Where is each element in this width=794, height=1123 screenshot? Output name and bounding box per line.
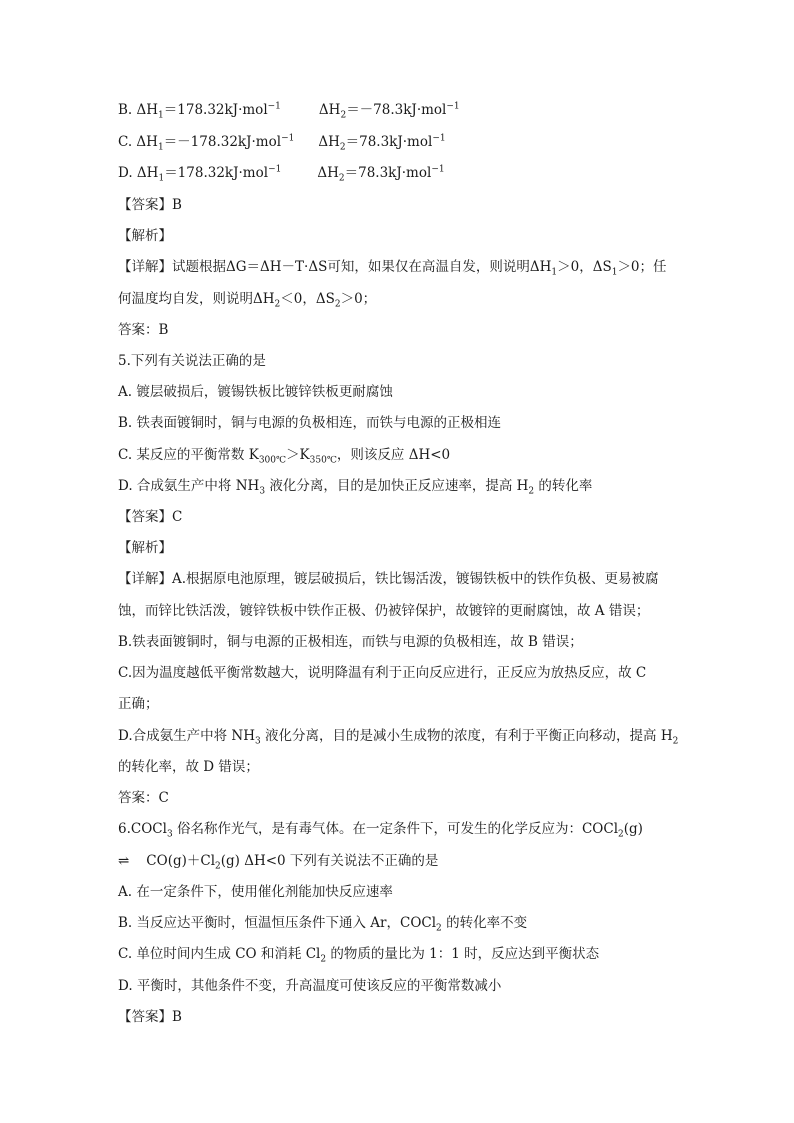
text: C. ΔH (118, 134, 158, 150)
sub: 3 (166, 829, 173, 840)
text: 何温度均自发，则说明ΔH (118, 291, 275, 307)
text: 的转化率不变 (441, 915, 528, 931)
sub: 2 (672, 736, 679, 747)
text: 的物质的量比为 1：1 时，反应达到平衡状态 (326, 946, 600, 962)
text: 6.COCl (118, 821, 167, 837)
sup: −1 (268, 164, 282, 175)
text: B. 当反应达平衡时，恒温恒压条件下通入 Ar，COCl (118, 915, 437, 931)
q4-answer: 【答案】B (118, 197, 182, 213)
q5-detail-line-2: 蚀，而锌比铁活泼，镀锌铁板中铁作正极、仍被锌保护，故镀锌的更耐腐蚀，故 A 错误； (118, 603, 650, 619)
equilibrium-arrow-icon: ⇌ (118, 853, 130, 869)
q5-detail-line-1: 【详解】A.根据原电池原理，镀层破损后，铁比锡活泼，镀锡铁板中的铁作负极、更易被腐 (118, 571, 659, 587)
q4-detail-line-1 (118, 257, 667, 277)
text: (g) (623, 821, 643, 837)
q6-answer: 【答案】B (118, 1009, 182, 1025)
text: ＝78.3kJ·mol (345, 134, 433, 150)
q5-detail-line-3: B.铁表面镀铜时，铜与电源的正极相连，而铁与电源的负极相连，故 B 错误； (118, 634, 583, 650)
sub: 1 (611, 267, 618, 278)
sub: 2 (339, 142, 346, 153)
sup: −1 (281, 133, 295, 144)
sub: 2 (436, 923, 442, 934)
text: ，则该反应 ΔH<0 (336, 447, 451, 463)
q4-analysis-label: 【解析】 (118, 228, 172, 244)
text: ＝178.32kJ·mol (164, 165, 269, 181)
sub: 300℃ (258, 455, 287, 466)
sub: 2 (320, 954, 327, 965)
sub: 2 (274, 299, 281, 310)
q5-detail-line-4: C.因为温度越低平衡常数越大，说明降温有利于正向反应进行，正反应为放热反应，故 C (118, 665, 647, 681)
q6-stem-line-2 (118, 851, 438, 871)
text: ΔH (317, 165, 339, 181)
text: D. ΔH (118, 165, 159, 181)
q4-option-c (118, 132, 446, 152)
q6-option-c (118, 944, 599, 964)
text: ＝－78.3kJ·mol (346, 102, 447, 118)
q5-answer: 【答案】C (118, 509, 183, 525)
text: 【详解】试题根据ΔG＝ΔH－T·ΔS可知，如果仅在高温自发，则说明ΔH (118, 259, 552, 275)
sub: 1 (158, 173, 165, 184)
text: ＞0； (340, 291, 377, 307)
sub: 1 (157, 142, 164, 153)
text: CO(g)＋Cl (142, 853, 216, 869)
text: ΔH (318, 102, 341, 118)
sub: 350℃ (309, 455, 337, 466)
q4-final-answer: 答案：B (118, 322, 169, 338)
sub: 2 (528, 486, 535, 497)
q6-option-b (118, 913, 527, 933)
sup: −1 (431, 164, 445, 175)
q6-stem-line-1 (118, 819, 643, 839)
text: 俗名称作光气，是有毒气体。在一定条件下，可发生的化学反应为：COCl (172, 821, 619, 837)
q5-detail-line-7: 的转化率，故 D 错误； (118, 759, 259, 775)
text: 的转化率 (534, 478, 593, 494)
sub: 2 (215, 861, 221, 872)
sup: −1 (267, 101, 281, 112)
text: ＝178.32kJ·mol (163, 102, 268, 118)
sub: 2 (340, 110, 347, 121)
q5-analysis-label: 【解析】 (118, 540, 172, 556)
text: ＞0，ΔS (557, 259, 612, 275)
sub: 1 (158, 110, 164, 121)
sub: 1 (551, 267, 558, 278)
sup: −1 (446, 101, 460, 112)
q5-option-b: B. 铁表面镀铜时，铜与电源的负极相连，而铁与电源的正极相连 (118, 415, 502, 431)
q5-option-a: A. 镀层破损后，镀锡铁板比镀锌铁板更耐腐蚀 (118, 384, 393, 400)
text: 液化分离，目的是加快正反应速率，提高 H (265, 478, 529, 494)
q5-detail-line-6 (118, 726, 678, 746)
sub: 3 (255, 736, 261, 747)
sub: 2 (334, 299, 341, 310)
q5-option-d (118, 476, 592, 496)
text: D.合成氨生产中将 NH (118, 728, 256, 744)
text: ＝－178.32kJ·mol (163, 134, 282, 150)
q5-stem: 5.下列有关说法正确的是 (118, 353, 266, 369)
q5-option-c (118, 445, 450, 465)
q6-option-a: A. 在一定条件下，使用催化剂能加快反应速率 (118, 884, 393, 900)
sub: 2 (618, 829, 624, 840)
q5-detail-line-5: 正确； (118, 696, 159, 712)
sub: 3 (259, 486, 266, 497)
text: ＝78.3kJ·mol (344, 165, 432, 181)
q6-option-d: D. 平衡时，其他条件不变，升高温度可使该反应的平衡常数减小 (118, 978, 502, 994)
text: D. 合成氨生产中将 NH (118, 478, 260, 494)
text: ＞K (286, 447, 310, 463)
q4-option-b (118, 100, 460, 120)
text: ＞0；任 (617, 259, 667, 275)
text: (g) ΔH<0 下列有关说法不正确的是 (220, 853, 439, 869)
text: C. 某反应的平衡常数 K (118, 447, 259, 463)
q4-detail-line-2 (118, 289, 376, 309)
q4-option-d (118, 163, 445, 183)
sub: 2 (338, 173, 345, 184)
q5-final-answer: 答案：C (118, 790, 169, 806)
text: 液化分离，目的是减小生成物的浓度，有利于平衡正向移动，提高 H (260, 728, 673, 744)
text: ＜0，ΔS (280, 291, 335, 307)
text: B. ΔH (118, 102, 159, 118)
text: ΔH (318, 134, 340, 150)
text: C. 单位时间内生成 CO 和消耗 Cl (118, 946, 321, 962)
sup: −1 (432, 133, 446, 144)
